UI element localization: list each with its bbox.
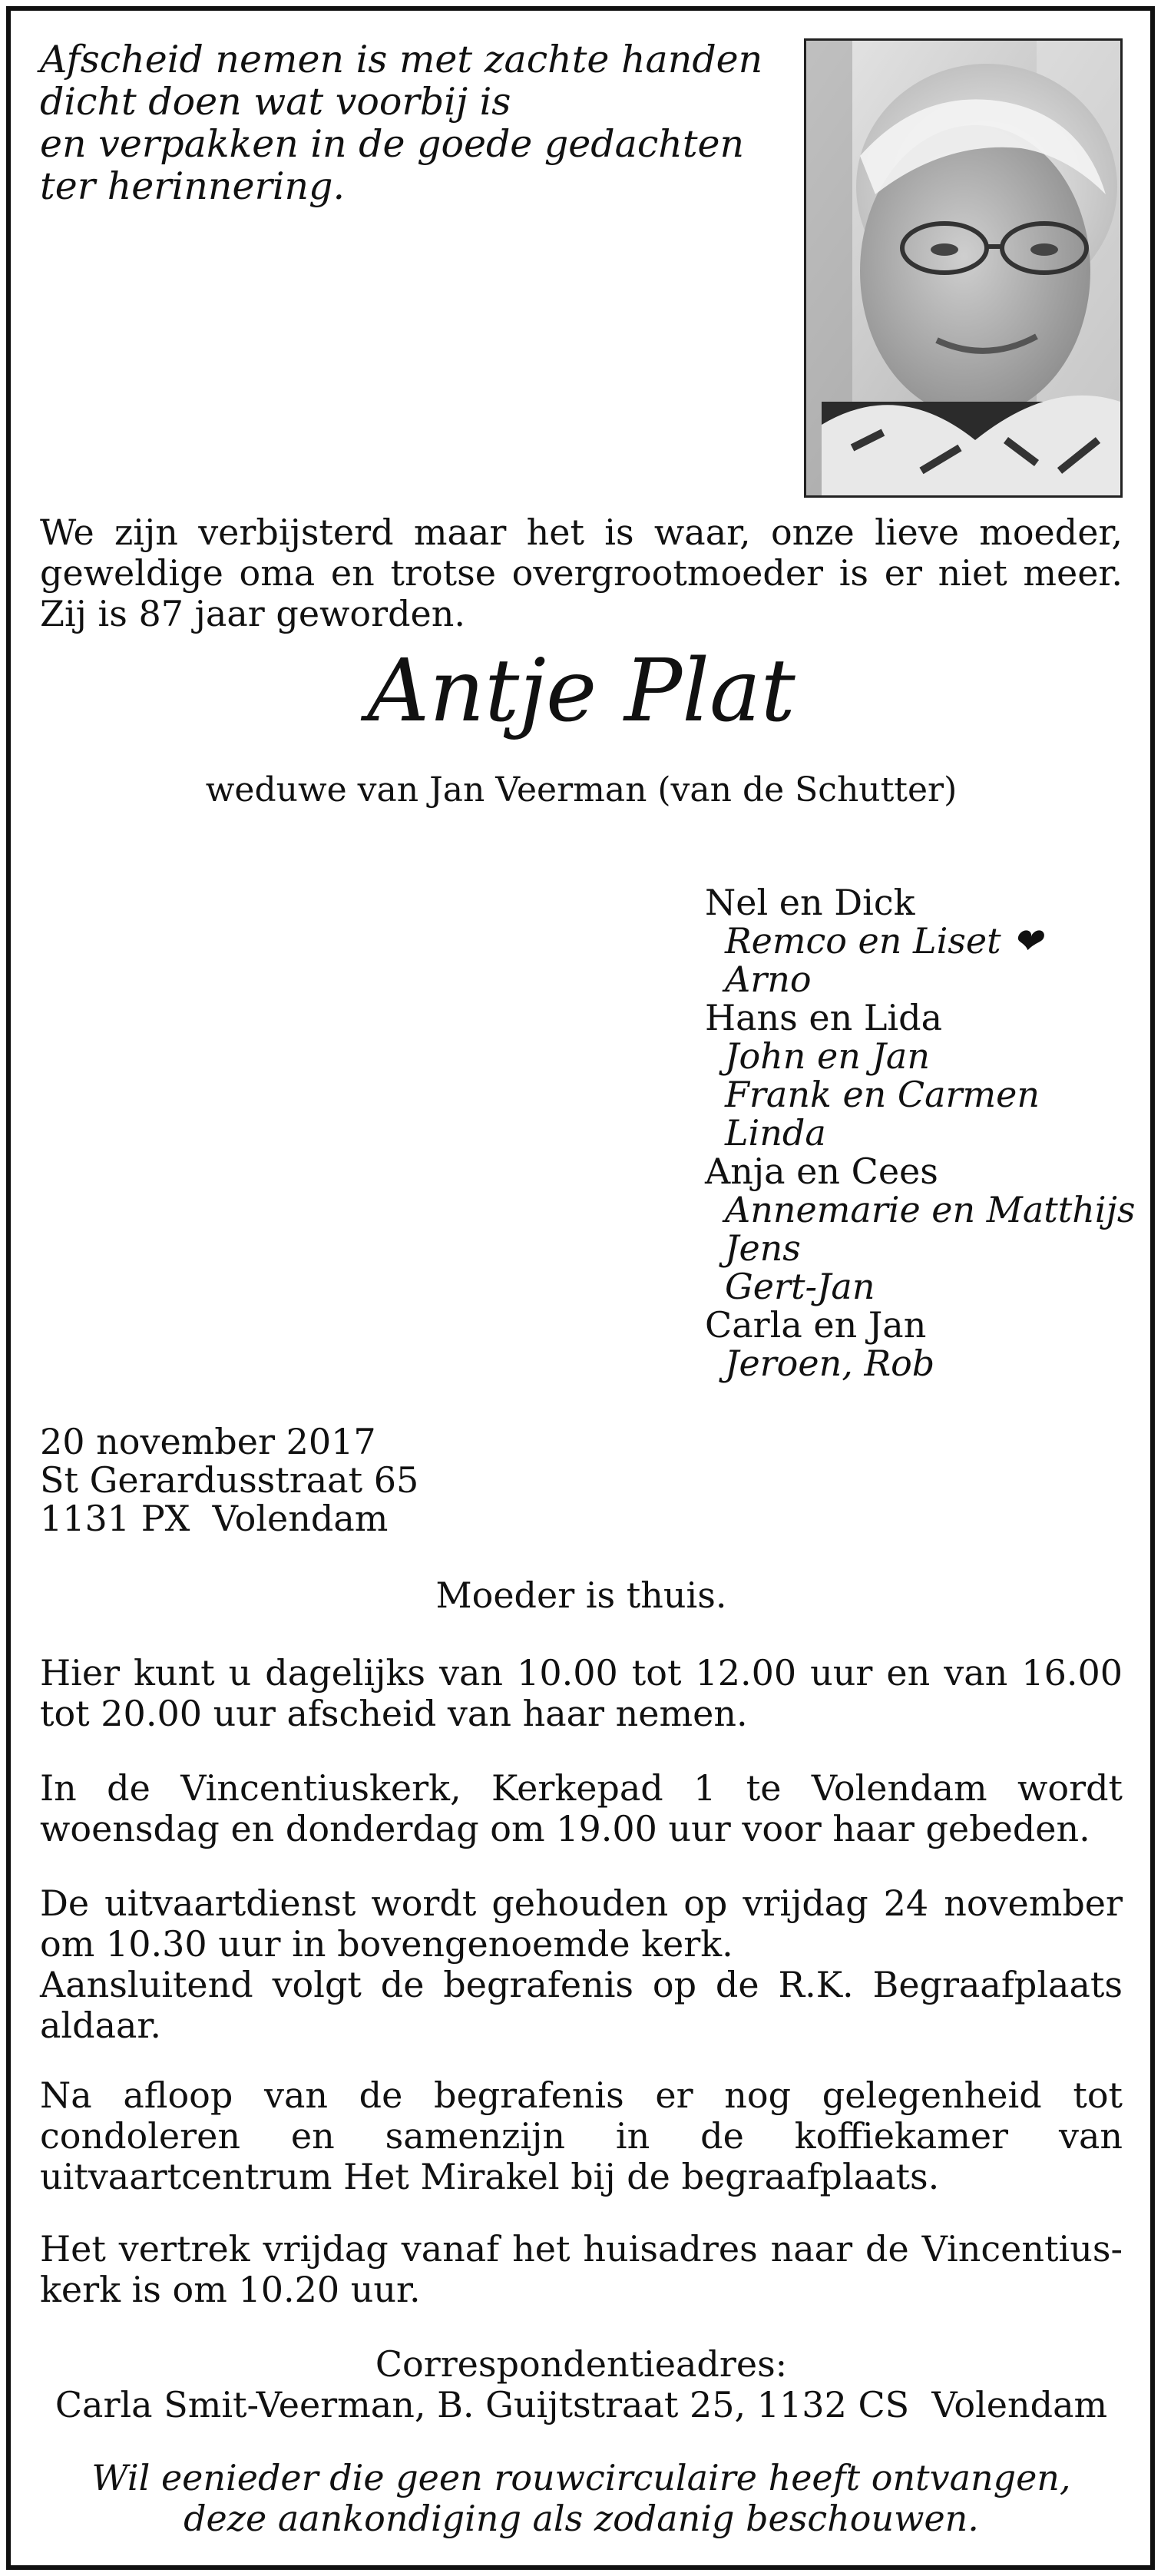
family-child: Gert-Jan bbox=[725, 1266, 875, 1307]
home-address bbox=[40, 1422, 418, 1538]
correspondence-label: Correspondentieadres: bbox=[375, 2343, 788, 2385]
poem bbox=[40, 38, 762, 207]
poem-line: en verpakken in de goede gedachten bbox=[40, 122, 745, 166]
poem-line: dicht doen wat voorbij is bbox=[40, 80, 511, 124]
departure-notice: Het vertrek vrijdag vanaf het huisadres naar de Vincentiuskerk is om 10.20 uur. bbox=[40, 2228, 1123, 2310]
name-script-text: Antje Plat bbox=[367, 641, 796, 741]
family-parent: Carla en Jan bbox=[705, 1304, 927, 1346]
poem-line: Afscheid nemen is met zachte handen bbox=[40, 38, 763, 81]
announcement-date: 20 november 2017 bbox=[40, 1421, 376, 1462]
family-child: John en Jan bbox=[725, 1035, 930, 1077]
family-parent: Hans en Lida bbox=[705, 997, 942, 1038]
name-script-svg bbox=[40, 630, 1123, 745]
condolence-notice: Na afloop van de begrafenis er nog gelegenheid tot condoleren en samenzijn in de koffiekamer van uitvaartcentrum Het Mirakel bij de begraafplaats. bbox=[40, 2074, 1123, 2197]
closing-line: Wil eenieder die geen rouwcirculaire heeft ontvangen, bbox=[91, 2457, 1071, 2498]
poem-line: ter herinnering. bbox=[40, 164, 346, 208]
heart-icon: ❤ bbox=[1012, 920, 1042, 962]
family-parent: Nel en Dick bbox=[705, 882, 915, 923]
family-child: Jeroen, Rob bbox=[725, 1343, 935, 1384]
intro-text: We zijn verbijsterd maar het is waar, onze lieve moeder, geweldige oma en trotse overgrootmoeder is er niet meer. Zij is 87 jaar geworden. bbox=[40, 512, 1123, 634]
closing-note bbox=[40, 2458, 1123, 2539]
deceased-name bbox=[40, 630, 1123, 745]
family-child: Frank en Carmen bbox=[725, 1074, 1040, 1115]
closing-line: deze aankondiging als zodanig beschouwen. bbox=[184, 2498, 979, 2539]
service-text: De uitvaartdienst wordt gehouden op vrijdag 24 november om 10.30 uur in bovengenoemde kerk. bbox=[40, 1882, 1123, 1965]
prayer-notice: In de Vincentiuskerk, Kerkepad 1 te Volendam wordt woensdag en donderdag om 19.00 uur voor haar gebeden. bbox=[40, 1767, 1123, 1849]
service-notice bbox=[40, 1883, 1123, 2046]
family-child: Annemarie en Matthijs bbox=[725, 1189, 1136, 1230]
family-child-name: Remco en Liset bbox=[725, 920, 1001, 962]
address-postal: 1131 PX Volendam bbox=[40, 1498, 389, 1539]
family-list bbox=[705, 883, 1135, 1382]
correspondence-block bbox=[40, 2344, 1123, 2425]
portrait-illustration bbox=[806, 41, 1120, 495]
burial-text: Aansluitend volgt de begrafenis op de R.K. Begraafplaats aldaar. bbox=[40, 1964, 1123, 2046]
family-child bbox=[705, 922, 1135, 960]
address-street: St Gerardusstraat 65 bbox=[40, 1459, 419, 1501]
family-child: Arno bbox=[725, 959, 812, 1000]
visiting-hours: Hier kunt u dagelijks van 10.00 tot 12.00 uur en van 16.00 tot 20.00 uur afscheid van haar nemen. bbox=[40, 1652, 1123, 1734]
family-child: Linda bbox=[725, 1112, 826, 1154]
family-parent: Anja en Cees bbox=[705, 1151, 938, 1192]
correspondence-address: Carla Smit-Veerman, B. Guijtstraat 25, 1132 CS Volendam bbox=[55, 2384, 1108, 2425]
family-child: Jens bbox=[725, 1227, 801, 1269]
widow-line: weduwe van Jan Veerman (van de Schutter) bbox=[205, 770, 958, 810]
home-notice: Moeder is thuis. bbox=[435, 1574, 727, 1616]
portrait-photo bbox=[804, 38, 1123, 498]
